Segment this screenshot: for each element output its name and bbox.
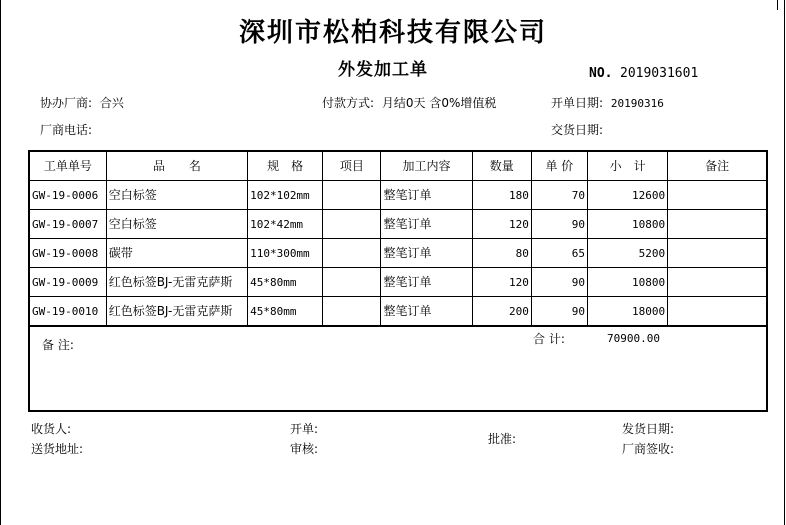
- vendor-phone-label: 厂商电话:: [40, 123, 93, 137]
- col-header-item: 项目: [323, 151, 381, 181]
- cell-item: [323, 181, 381, 210]
- cell-note: [668, 268, 767, 297]
- cell-order: GW-19-0006: [29, 181, 106, 210]
- issuer-label: 开单:: [290, 422, 319, 436]
- col-header-price: 单 价: [531, 151, 587, 181]
- vendor-field: [40, 94, 124, 111]
- cell-note: [668, 210, 767, 239]
- cell-subtotal: 12600: [587, 181, 667, 210]
- document-title: 外发加工单: [338, 60, 428, 80]
- table-row: [29, 297, 767, 327]
- cell-spec: 102*102mm: [248, 181, 323, 210]
- cell-process: 整笔订单: [381, 181, 472, 210]
- vendor-label: 协办厂商:: [40, 96, 93, 110]
- cell-process: 整笔订单: [381, 297, 472, 327]
- delivery-date-label: 交货日期:: [551, 123, 604, 137]
- cell-qty: 120: [472, 268, 531, 297]
- cell-item: [323, 297, 381, 327]
- cell-name: 红色标签BJ-无雷克萨斯: [106, 268, 247, 297]
- reviewer-label: 审核:: [290, 442, 319, 456]
- cell-item: [323, 268, 381, 297]
- cell-qty: 120: [472, 210, 531, 239]
- table-row: [29, 239, 767, 268]
- vendor-sign-label: 厂商签收:: [622, 442, 675, 456]
- cell-price: 65: [531, 239, 587, 268]
- cell-subtotal: 5200: [587, 239, 667, 268]
- table-row: [29, 268, 767, 297]
- cell-subtotal: 18000: [587, 297, 667, 327]
- col-header-order: 工单单号: [29, 151, 106, 181]
- cell-subtotal: 10800: [587, 210, 667, 239]
- receiver-label: 收货人:: [31, 422, 72, 436]
- cell-process: 整笔订单: [381, 210, 472, 239]
- cell-qty: 180: [472, 181, 531, 210]
- cell-item: [323, 210, 381, 239]
- company-name: 深圳市松柏科技有限公司: [238, 18, 547, 48]
- order-number-value: 2019031601: [620, 66, 699, 81]
- vendor-value: 合兴: [99, 96, 124, 110]
- table-header-row: [29, 151, 767, 181]
- frame-corner-mark: [777, 0, 778, 10]
- cell-note: [668, 181, 767, 210]
- open-date-label: 开单日期:: [551, 96, 604, 110]
- approver-label: 批准:: [488, 432, 517, 446]
- total-label: 合 计:: [533, 332, 565, 346]
- col-header-spec: 规 格: [248, 151, 323, 181]
- payment-label: 付款方式:: [322, 96, 375, 110]
- cell-price: 90: [531, 268, 587, 297]
- payment-value: 月结0天 含0%增值税: [381, 96, 497, 110]
- items-table: [28, 150, 768, 327]
- cell-order: GW-19-0010: [29, 297, 106, 327]
- cell-qty: 80: [472, 239, 531, 268]
- remarks-label: 备 注:: [42, 338, 74, 352]
- cell-name: 红色标签BJ-无雷克萨斯: [106, 297, 247, 327]
- col-header-name: 品 名: [106, 151, 247, 181]
- frame-right-edge: [784, 0, 785, 525]
- cell-subtotal: 10800: [587, 268, 667, 297]
- open-date-field: [551, 94, 664, 111]
- cell-qty: 200: [472, 297, 531, 327]
- col-header-process: 加工内容: [381, 151, 472, 181]
- cell-price: 70: [531, 181, 587, 210]
- cell-note: [668, 297, 767, 327]
- cell-item: [323, 239, 381, 268]
- payment-field: [322, 94, 496, 111]
- cell-order: GW-19-0009: [29, 268, 106, 297]
- cell-price: 90: [531, 297, 587, 327]
- col-header-subtotal: 小 计: [587, 151, 667, 181]
- col-header-note: 备注: [668, 151, 767, 181]
- cell-order: GW-19-0007: [29, 210, 106, 239]
- cell-price: 90: [531, 210, 587, 239]
- table-row: [29, 210, 767, 239]
- col-header-qty: 数量: [472, 151, 531, 181]
- cell-note: [668, 239, 767, 268]
- cell-name: 碳带: [106, 239, 247, 268]
- cell-spec: 102*42mm: [248, 210, 323, 239]
- cell-spec: 110*300mm: [248, 239, 323, 268]
- address-label: 送货地址:: [31, 442, 84, 456]
- cell-name: 空白标签: [106, 210, 247, 239]
- cell-name: 空白标签: [106, 181, 247, 210]
- cell-order: GW-19-0008: [29, 239, 106, 268]
- table-row: [29, 181, 767, 210]
- cell-process: 整笔订单: [381, 239, 472, 268]
- total-value: 70900.00: [607, 332, 660, 345]
- open-date-value: 20190316: [610, 97, 664, 110]
- ship-date-label: 发货日期:: [622, 422, 675, 436]
- cell-spec: 45*80mm: [248, 268, 323, 297]
- cell-spec: 45*80mm: [248, 297, 323, 327]
- order-number-label: NO.: [589, 66, 613, 81]
- cell-process: 整笔订单: [381, 268, 472, 297]
